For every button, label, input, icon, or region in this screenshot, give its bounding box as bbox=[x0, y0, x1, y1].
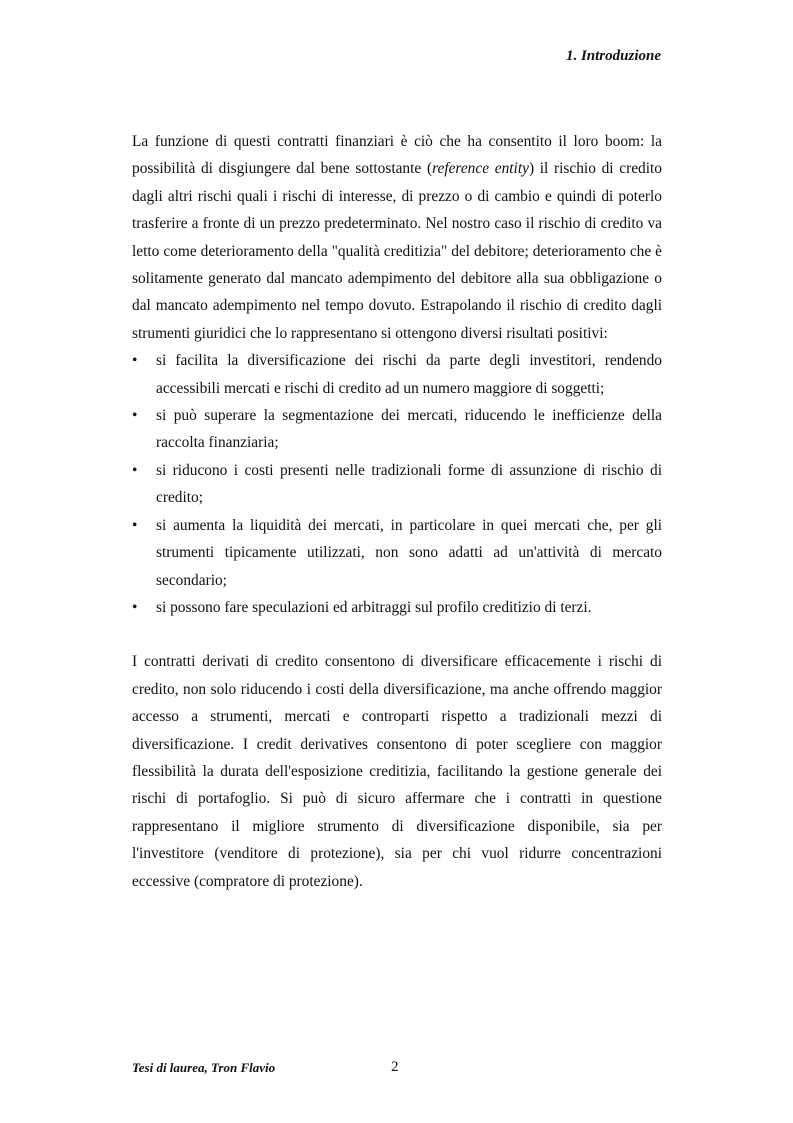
footer-author: Tesi di laurea, Tron Flavio bbox=[132, 1060, 276, 1075]
list-item-text: si riducono i costi presenti nelle tradizionali forme di assunzione di rischio di credito; bbox=[156, 461, 662, 507]
list-item-text: si facilita la diversificazione dei rischi da parte degli investitori, rendendo accessibili mercati e rischi di credito ad un numero maggiore di soggetti; bbox=[156, 352, 662, 397]
list-item-text: si aumenta la liquidità dei mercati, in particolare in quei mercati che, per gli strumenti tipicamente utilizzati, non sono adatti ad un'attività di mercato secondario; bbox=[156, 516, 662, 589]
list-item bbox=[132, 594, 662, 621]
paragraph-intro-text-1: La funzione di questi contratti finanziari è ciò che ha consentito il loro boom: la possibilità di disgiungere dal bene sottostante ( bbox=[132, 133, 662, 178]
list-item bbox=[132, 512, 662, 594]
page-body bbox=[132, 128, 662, 895]
bullet-icon: • bbox=[132, 516, 138, 534]
paragraph-intro-italic-term: reference entity bbox=[432, 160, 529, 178]
bullet-icon: • bbox=[132, 352, 138, 370]
list-item bbox=[132, 347, 662, 402]
paragraph-spacer bbox=[132, 621, 662, 648]
bullet-icon: • bbox=[132, 407, 138, 425]
bullet-icon: • bbox=[132, 461, 138, 479]
running-header: 1. Introduzione bbox=[565, 48, 661, 64]
list-item-text: si possono fare speculazioni ed arbitraggi sul profilo creditizio di terzi. bbox=[156, 598, 592, 616]
list-item bbox=[132, 457, 662, 512]
paragraph-credit-derivatives: I contratti derivati di credito consentono di diversificare efficacemente i rischi di credito, non solo riducendo i costi della diversificazione, ma anche offrendo maggior accesso a strumenti, mercati e controparti rispetto a tradizionali mezzi di diversificazione. I credit derivatives consentono di poter scegliere con maggior flessibilità la durata dell'esposizione creditizia, facilitando la gestione generale dei rischi di portafoglio. Si può di sicuro affermare che i contratti in questione rappresentano il migliore strumento di diversificazione disponibile, sia per l'investitore (venditore di protezione), sia per chi vuol ridurre concentrazioni eccessive (compratore di protezione). bbox=[132, 653, 662, 890]
page-number: 2 bbox=[391, 1059, 399, 1075]
list-item bbox=[132, 402, 662, 457]
bullet-icon: • bbox=[132, 598, 138, 616]
paragraph-intro bbox=[132, 128, 662, 347]
paragraph-intro-text-2: ) il rischio di credito dagli altri rischi quali i rischi di interesse, di prezzo o di cambio e quindi di poterlo trasferire a fronte di un prezzo predeterminato. Nel nostro caso il rischio di credito va letto come deterioramento della "qualità creditizia" del debitore; deterioramento che è solitamente generato dal mancato adempimento del debitore alla sua obbligazione o dal mancato adempimento nel tempo dovuto. Estrapolando il rischio di credito dagli strumenti giuridici che lo rappresentano si ottengono diversi risultati positivi: bbox=[132, 160, 663, 342]
list-item-text: si può superare la segmentazione dei mercati, riducendo le inefficienze della raccolta finanziaria; bbox=[156, 407, 662, 452]
benefits-list bbox=[132, 347, 662, 621]
